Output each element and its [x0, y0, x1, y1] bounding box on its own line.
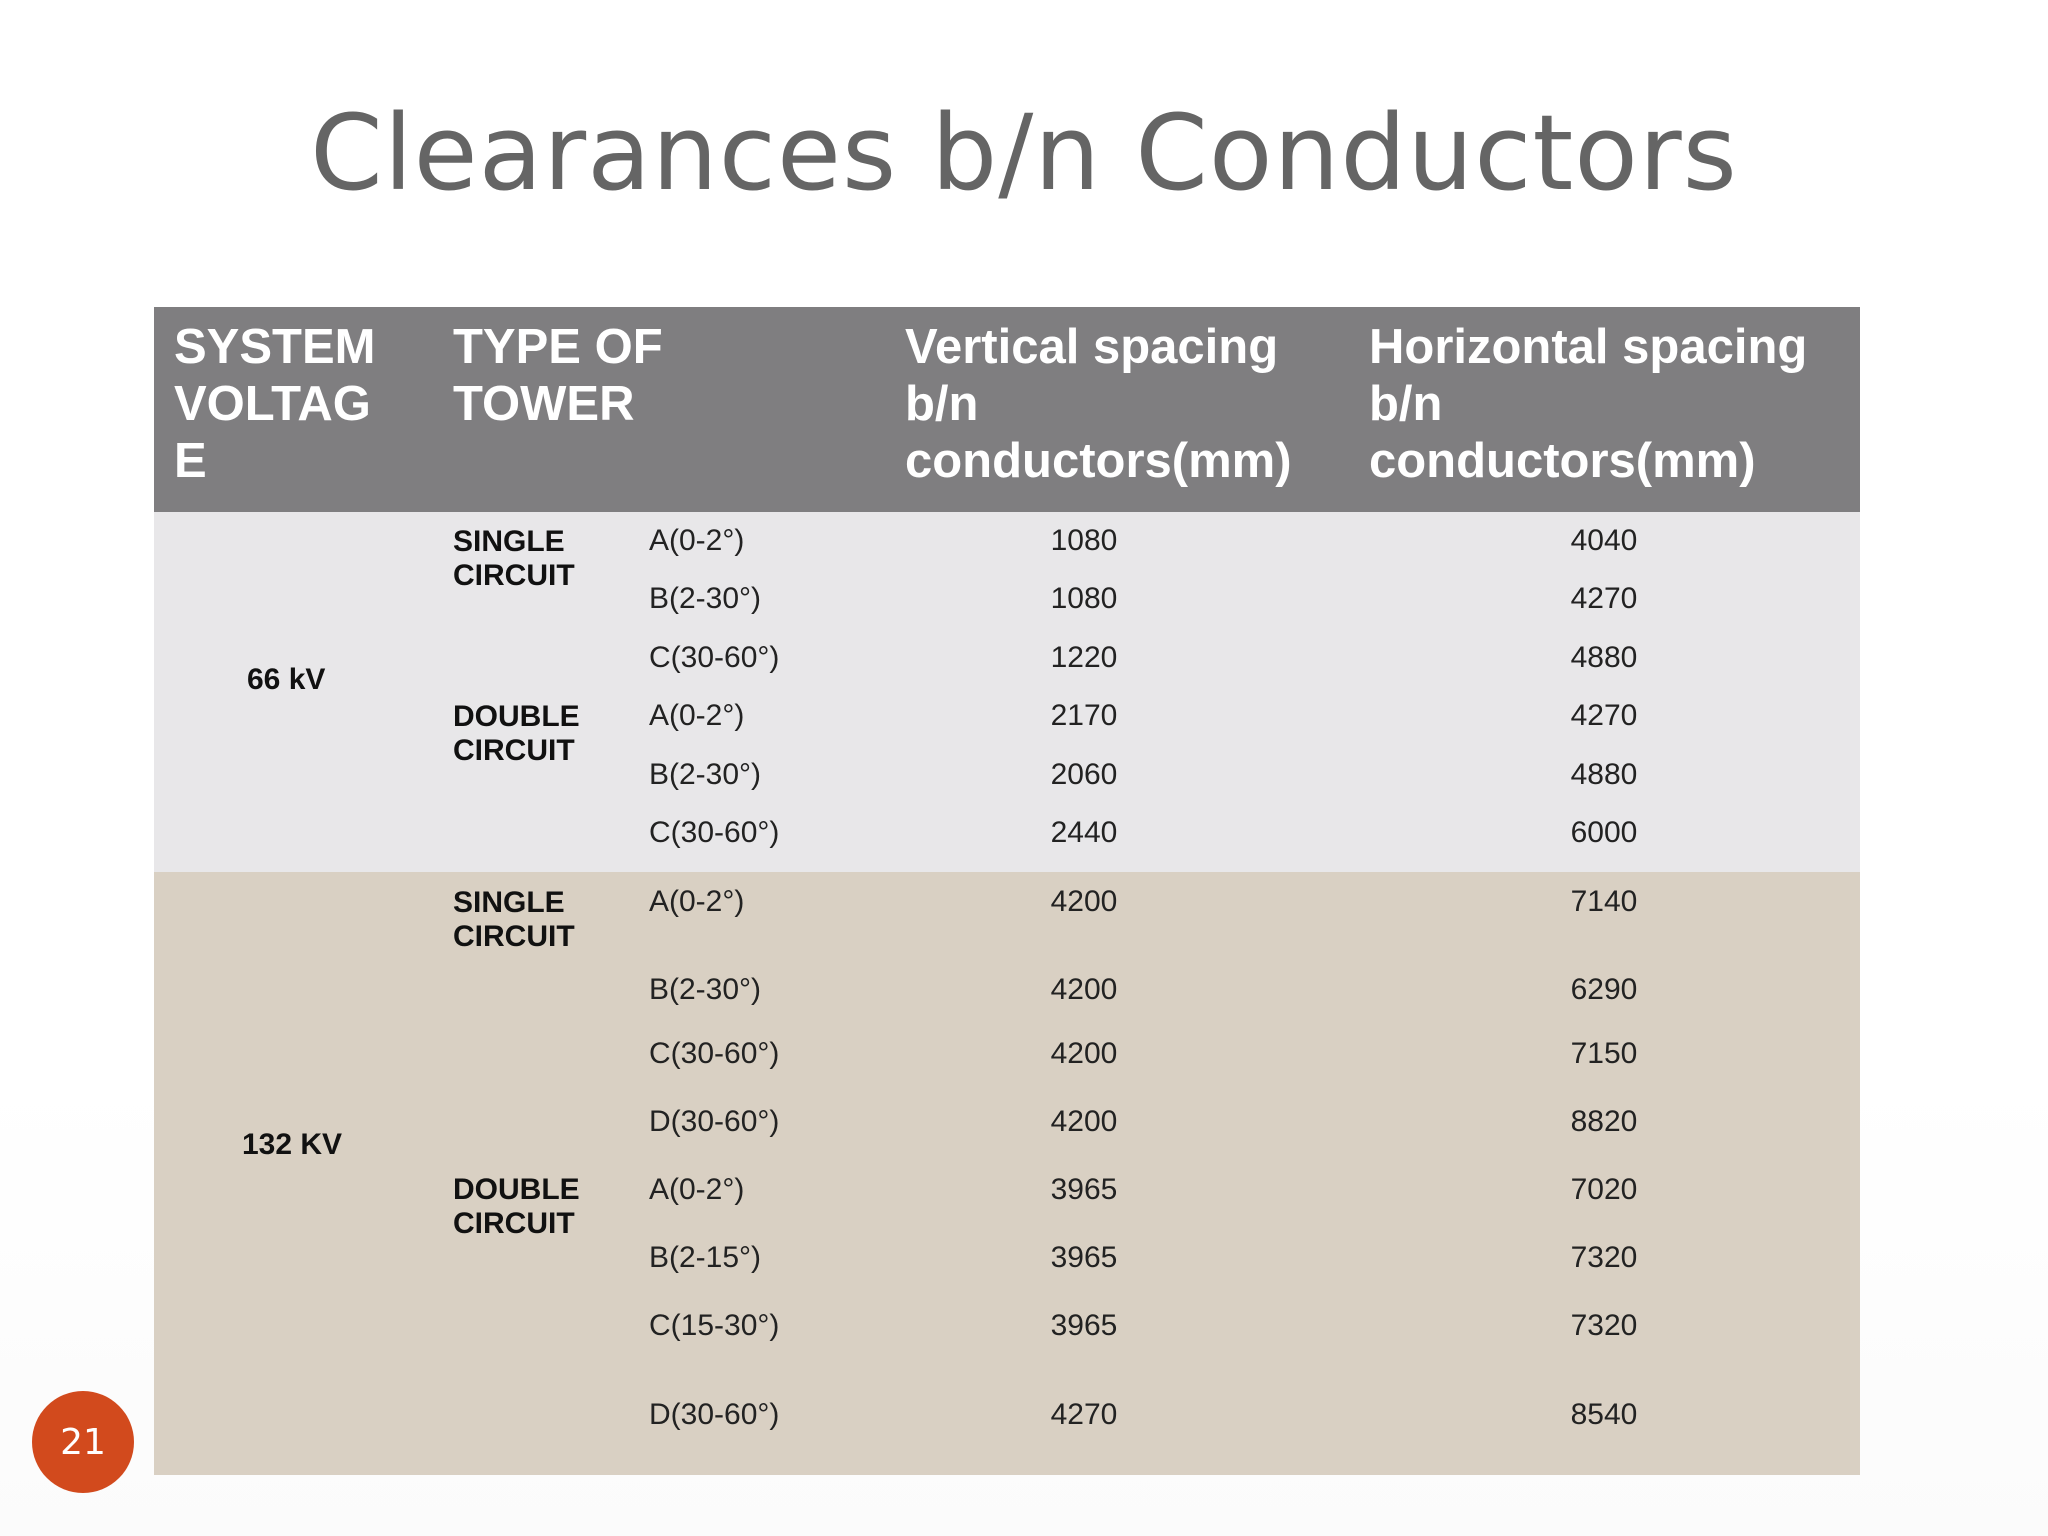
table-cell-horizontal: 6000 [1570, 816, 1638, 849]
table-header [154, 307, 1860, 512]
table-cell-horizontal: 7020 [1570, 1173, 1638, 1206]
table-cell-vertical: 3965 [1050, 1241, 1118, 1274]
table-cell-horizontal: 6290 [1570, 973, 1638, 1006]
table-cell-subtype: C(30-60°) [649, 1037, 780, 1070]
tower-type-66kv-double: DOUBLE CIRCUIT [453, 700, 580, 767]
table-cell-subtype: A(0-2°) [649, 524, 745, 557]
voltage-label-132kv: 132 KV [242, 1128, 343, 1161]
voltage-label-66kv: 66 kV [247, 663, 326, 696]
table-cell-subtype: D(30-60°) [649, 1398, 780, 1431]
table-cell-subtype: B(2-30°) [649, 758, 762, 791]
table-cell-vertical: 4200 [1050, 973, 1118, 1006]
table-cell-vertical: 1220 [1050, 641, 1118, 674]
header-system-voltage: SYSTEM VOLTAG E [174, 320, 376, 488]
table-cell-subtype: A(0-2°) [649, 885, 745, 918]
table-cell-horizontal: 7150 [1570, 1037, 1638, 1070]
table-cell-horizontal: 4270 [1570, 699, 1638, 732]
table-cell-horizontal: 4880 [1570, 758, 1638, 791]
table-cell-vertical: 3965 [1050, 1309, 1118, 1342]
page-number-badge: 21 [32, 1391, 134, 1493]
table-cell-subtype: A(0-2°) [649, 699, 745, 732]
table-cell-horizontal: 7320 [1570, 1241, 1638, 1274]
table-cell-vertical: 2440 [1050, 816, 1118, 849]
table-cell-subtype: C(30-60°) [649, 641, 780, 674]
table-cell-subtype: B(2-30°) [649, 973, 762, 1006]
table-cell-subtype: B(2-15°) [649, 1241, 762, 1274]
table-cell-horizontal: 8820 [1570, 1105, 1638, 1138]
table-cell-horizontal: 8540 [1570, 1398, 1638, 1431]
table-cell-horizontal: 4040 [1570, 524, 1638, 557]
tower-type-132kv-double: DOUBLE CIRCUIT [453, 1173, 580, 1240]
table-cell-vertical: 4200 [1050, 1037, 1118, 1070]
table-cell-horizontal: 4270 [1570, 582, 1638, 615]
table-cell-subtype: B(2-30°) [649, 582, 762, 615]
table-cell-horizontal: 7320 [1570, 1309, 1638, 1342]
header-horizontal-spacing: Horizontal spacing b/n conductors(mm) [1369, 320, 1808, 488]
table-cell-vertical: 4200 [1050, 885, 1118, 918]
table-cell-subtype: A(0-2°) [649, 1173, 745, 1206]
table-cell-vertical: 4200 [1050, 1105, 1118, 1138]
table-cell-vertical: 2060 [1050, 758, 1118, 791]
table-cell-subtype: D(30-60°) [649, 1105, 780, 1138]
header-type-of-tower: TYPE OF TOWER [453, 320, 663, 431]
clearance-table [154, 307, 1860, 1475]
slide-title: Clearances b/n Conductors [310, 92, 1738, 214]
table-cell-vertical: 4270 [1050, 1398, 1118, 1431]
table-cell-vertical: 3965 [1050, 1173, 1118, 1206]
header-vertical-spacing: Vertical spacing b/n conductors(mm) [905, 320, 1292, 488]
table-cell-vertical: 2170 [1050, 699, 1118, 732]
table-cell-subtype: C(30-60°) [649, 816, 780, 849]
table-cell-subtype: C(15-30°) [649, 1309, 780, 1342]
table-cell-vertical: 1080 [1050, 524, 1118, 557]
table-cell-horizontal: 4880 [1570, 641, 1638, 674]
tower-type-132kv-single: SINGLE CIRCUIT [453, 886, 575, 953]
table-cell-vertical: 1080 [1050, 582, 1118, 615]
tower-type-66kv-single: SINGLE CIRCUIT [453, 525, 575, 592]
table-cell-horizontal: 7140 [1570, 885, 1638, 918]
